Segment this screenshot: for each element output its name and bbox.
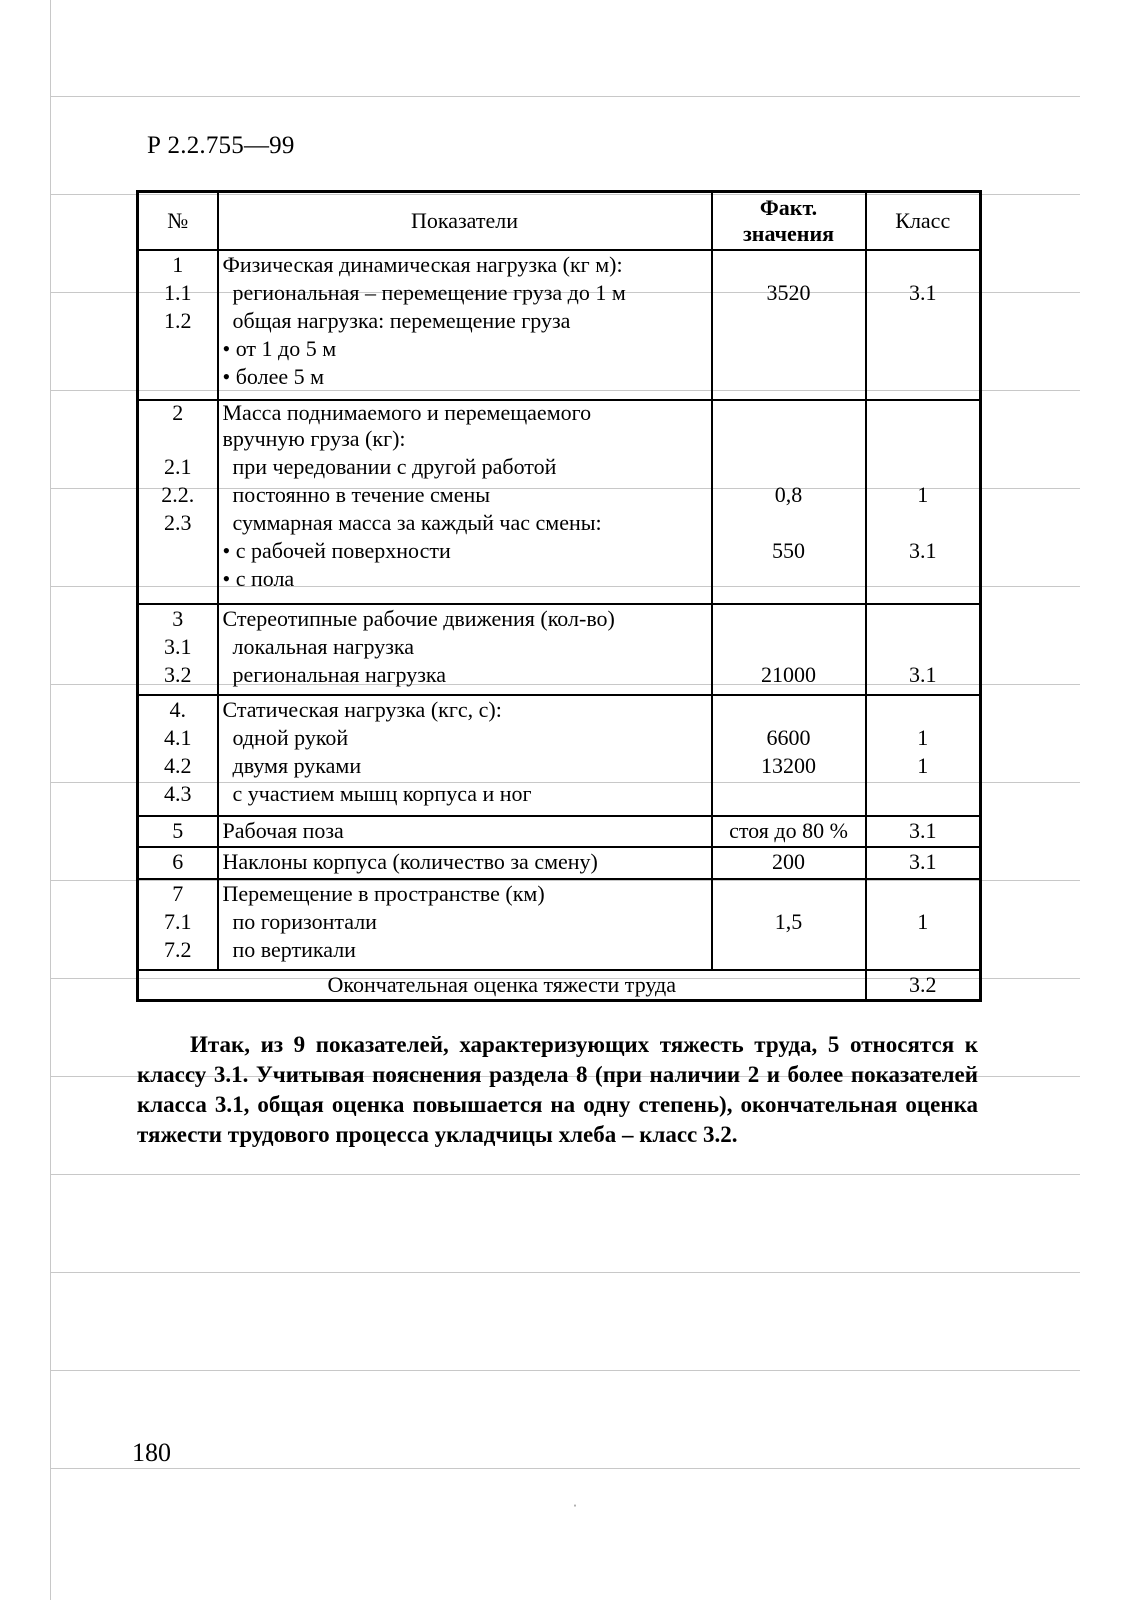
class-value-cell: [866, 250, 981, 400]
actual-value-cell: [712, 879, 866, 970]
row-number: 5: [172, 817, 184, 843]
table-header-row: [138, 192, 981, 250]
row-number: 3.2: [164, 662, 192, 688]
actual-value: [713, 251, 865, 279]
header-class: Класс: [866, 192, 981, 250]
final-assessment-row: [138, 970, 981, 1001]
class-value-cell: [866, 847, 981, 879]
class-value: 3.1: [909, 279, 937, 305]
class-value: [867, 696, 980, 724]
row-number: 7.2: [164, 937, 192, 963]
class-value: 3.1: [909, 662, 937, 688]
header-actual-values: [712, 192, 866, 250]
actual-value: [713, 605, 865, 633]
actual-value: 1,5: [774, 909, 803, 935]
row-number-cell: [138, 816, 218, 848]
row-number-cell: [138, 695, 218, 815]
actual-value: [713, 453, 865, 481]
indicator: при чередовании с другой работой: [232, 453, 557, 479]
actual-value-cell: [712, 847, 866, 879]
indicator: региональная нагрузка: [232, 662, 447, 688]
class-value-cell: [866, 695, 981, 815]
actual-value: [713, 633, 865, 661]
indicator: Масса поднимаемого и перемещаемого: [222, 400, 592, 425]
indicator-cell: [218, 695, 712, 815]
row-number: 2: [172, 400, 184, 425]
indicator: одной рукой: [232, 725, 349, 751]
class-value: 3.1: [909, 537, 937, 563]
actual-value: [713, 335, 865, 363]
indicator-cell: [218, 879, 712, 970]
indicator: Стереотипные рабочие движения (кол-во): [222, 606, 615, 632]
actual-value: 3520: [766, 279, 811, 305]
actual-value: [713, 401, 865, 425]
indicator: региональная – перемещение груза до 1 м: [232, 279, 626, 305]
indicator: Перемещение в пространстве (км): [222, 881, 545, 907]
class-value: [867, 509, 980, 537]
actual-value: 6600: [766, 725, 811, 751]
indicator: • с рабочей поверхности: [222, 537, 451, 563]
conclusion-paragraph: [137, 1030, 978, 1150]
indicator: • от 1 до 5 м: [222, 335, 337, 361]
actual-value: [713, 509, 865, 537]
indicator: вручную груза (кг):: [222, 425, 406, 451]
workload-assessment-table: [136, 190, 982, 1002]
actual-value-cell: [712, 400, 866, 605]
class-value: [867, 401, 980, 425]
actual-value: 200: [772, 849, 805, 875]
indicator: • с пола: [222, 565, 295, 591]
actual-value-cell: [712, 604, 866, 695]
row-number: [139, 425, 217, 453]
left-margin-line: [50, 0, 51, 1600]
table-group-row: [138, 400, 981, 605]
class-value-cell: [866, 400, 981, 605]
row-number: [139, 565, 217, 593]
class-value: 3.1: [909, 849, 937, 875]
indicator: суммарная масса за каждый час смены:: [232, 509, 602, 535]
ruled-line: [50, 96, 1080, 97]
actual-value: 0,8: [774, 481, 803, 507]
indicator: • более 5 м: [222, 363, 325, 389]
table-group-row: [138, 250, 981, 400]
row-number-cell: [138, 879, 218, 970]
indicator: локальная нагрузка: [232, 634, 415, 660]
row-number: 4.2: [164, 753, 192, 779]
row-number: 3.1: [164, 634, 192, 660]
class-value: 1: [917, 725, 929, 751]
actual-value-cell: [712, 695, 866, 815]
row-number: [139, 537, 217, 565]
actual-value: 550: [772, 537, 805, 563]
final-assessment-label: Окончательная оценка тяжести труда: [138, 970, 866, 1001]
class-value: [867, 565, 980, 593]
row-number: 4.: [169, 697, 186, 723]
table-group-row: [138, 695, 981, 815]
indicator: по горизонтали: [232, 909, 377, 935]
actual-value: 21000: [761, 662, 816, 688]
actual-value-cell: [712, 816, 866, 848]
row-number: 6: [172, 849, 184, 875]
row-number-cell: [138, 604, 218, 695]
indicator: с участием мышц корпуса и ног: [232, 781, 532, 807]
indicator: Физическая динамическая нагрузка (кг м):: [222, 251, 623, 277]
table-group-row: [138, 847, 981, 879]
class-value: [867, 335, 980, 363]
ruled-line: [50, 1272, 1080, 1273]
ruled-line: [50, 1468, 1080, 1469]
indicator: двумя руками: [232, 753, 362, 779]
ruled-line: [50, 1174, 1080, 1175]
header-indicators: Показатели: [218, 192, 712, 250]
class-value: [867, 605, 980, 633]
row-number: 2.1: [164, 453, 192, 479]
actual-value: 13200: [761, 753, 816, 779]
class-value: [867, 425, 980, 453]
row-number-cell: [138, 250, 218, 400]
actual-value-cell: [712, 250, 866, 400]
document-code: Р 2.2.755—99: [147, 132, 295, 159]
actual-value: [713, 936, 865, 964]
indicator-cell: [218, 400, 712, 605]
indicator-cell: [218, 816, 712, 848]
actual-value: [713, 425, 865, 453]
row-number: 4.3: [164, 781, 192, 807]
actual-value: [713, 780, 865, 808]
class-value-cell: [866, 879, 981, 970]
class-value: [867, 880, 980, 908]
class-value: [867, 251, 980, 279]
table-group-row: [138, 604, 981, 695]
row-number: 2.2.: [161, 481, 195, 507]
indicator: постоянно в течение смены: [232, 481, 491, 507]
conclusion-text: Итак, из 9 показателей, характеризующих тяжесть труда, 5 относятся к классу 3.1. Учитывая пояснения раздела 8 (при наличии 2 и более показателей класса 3.1, общая оценка повышается на одну степень), окончательная оценка тяжести трудового процесса укладчицы хлеба – класс 3.2.: [137, 1032, 978, 1147]
class-value: [867, 363, 980, 391]
row-number: [139, 335, 217, 363]
actual-value: [713, 363, 865, 391]
indicator-cell: [218, 250, 712, 400]
indicator-cell: [218, 847, 712, 879]
class-value: [867, 453, 980, 481]
ruled-line: [50, 1370, 1080, 1371]
table-group-row: [138, 879, 981, 970]
header-actual-values-line2: значения: [742, 220, 835, 246]
actual-value: [713, 696, 865, 724]
indicator-cell: [218, 604, 712, 695]
class-value: 1: [917, 753, 929, 779]
actual-value: [713, 307, 865, 335]
row-number: [139, 363, 217, 391]
row-number: 3: [172, 606, 184, 632]
row-number: 2.3: [164, 509, 192, 535]
class-value: 1: [917, 909, 929, 935]
row-number: 1.2: [164, 307, 192, 333]
actual-value: [713, 880, 865, 908]
header-actual-values-line1: Факт.: [759, 194, 818, 220]
stray-mark: ˈ: [573, 1502, 577, 1516]
header-number: №: [138, 192, 218, 250]
class-value: [867, 936, 980, 964]
indicator: Наклоны корпуса (количество за смену): [222, 849, 598, 875]
indicator: по вертикали: [232, 937, 356, 963]
row-number: 7.1: [164, 909, 192, 935]
class-value: [867, 307, 980, 335]
class-value-cell: [866, 604, 981, 695]
indicator: общая нагрузка: перемещение груза: [232, 307, 571, 333]
row-number-cell: [138, 400, 218, 605]
class-value: 1: [917, 481, 929, 507]
class-value: 3.1: [909, 817, 937, 843]
actual-value: стоя до 80 %: [729, 817, 848, 843]
row-number: 4.1: [164, 725, 192, 751]
class-value: [867, 633, 980, 661]
table-group-row: [138, 816, 981, 848]
final-assessment-class: 3.2: [866, 970, 981, 1001]
page-number: 180: [132, 1438, 171, 1467]
row-number: 1.1: [164, 279, 192, 305]
row-number: 1: [172, 251, 184, 277]
class-value-cell: [866, 816, 981, 848]
indicator: Рабочая поза: [222, 817, 344, 843]
class-value: [867, 780, 980, 808]
actual-value: [713, 565, 865, 593]
indicator: Статическая нагрузка (кгс, с):: [222, 697, 502, 723]
row-number: 7: [172, 881, 184, 907]
row-number-cell: [138, 847, 218, 879]
